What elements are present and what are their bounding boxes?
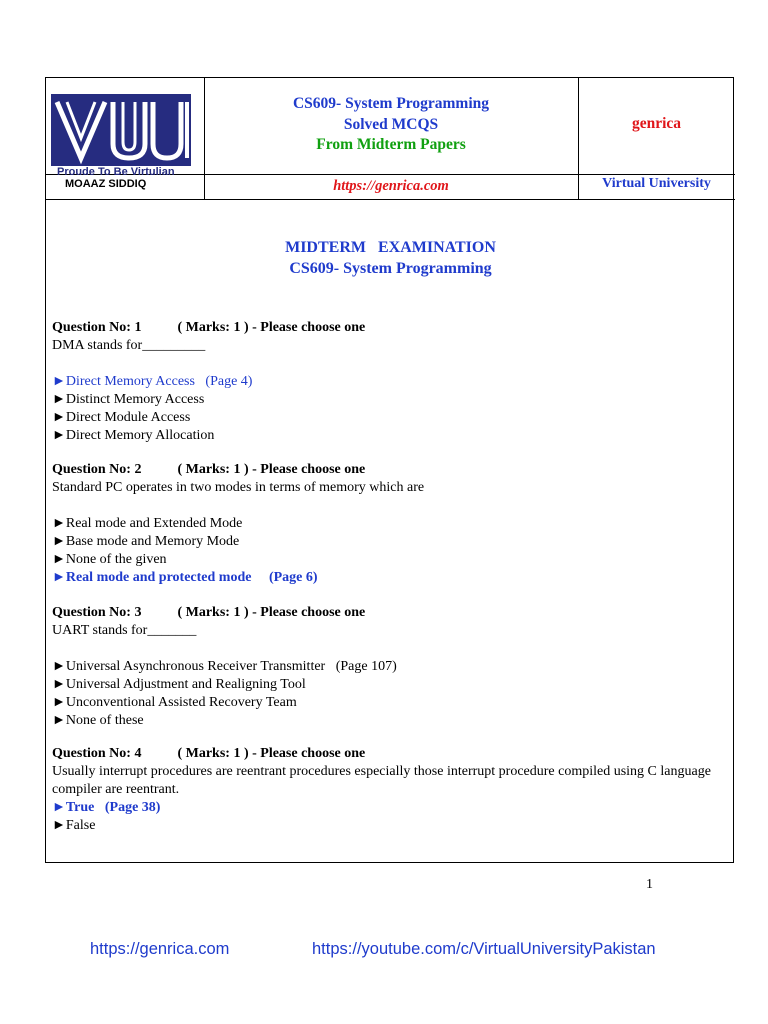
- question-marks: ( Marks: 1 ) - Please choose one: [177, 320, 366, 335]
- footer-youtube-link[interactable]: https://youtube.com/c/VirtualUniversityPakistan: [312, 940, 656, 958]
- question-2: [52, 461, 728, 587]
- option: ►Base mode and Memory Mode: [52, 534, 240, 549]
- question-number: Question No: 2: [52, 462, 142, 477]
- exam-title: MIDTERM EXAMINATION: [285, 239, 496, 256]
- exam-course: CS609- System Programming: [289, 260, 492, 277]
- question-number: Question No: 4: [52, 746, 142, 761]
- document-frame: [45, 77, 734, 863]
- option: ►None of these: [52, 713, 144, 728]
- logo-author: MOAAZ SIDDIQ: [65, 178, 147, 190]
- vu-logo: [46, 78, 204, 199]
- question-3: [52, 604, 728, 730]
- vu-logo-mark: [51, 94, 191, 166]
- header-bottom-border: [46, 199, 735, 200]
- document-title: [204, 94, 578, 156]
- question-header: [52, 604, 728, 622]
- question-header: [52, 319, 728, 337]
- brand-name: genrica: [631, 115, 682, 132]
- option: ►Unconventional Assisted Recovery Team: [52, 695, 297, 710]
- title-subtitle: Solved MCQS: [343, 115, 439, 133]
- question-1: [52, 319, 728, 445]
- question-text: Usually interrupt procedures are reentrant procedures especially those interrupt procedure compiled using C language compiler are reentrant.: [52, 764, 711, 797]
- question-number: Question No: 3: [52, 605, 142, 620]
- page-number: 1: [646, 877, 653, 892]
- question-marks: ( Marks: 1 ) - Please choose one: [177, 462, 366, 477]
- header-url-link[interactable]: https://genrica.com: [333, 178, 449, 194]
- footer-genrica-link[interactable]: https://genrica.com: [90, 940, 230, 958]
- option: ►Distinct Memory Access: [52, 392, 205, 407]
- option-correct: ►Direct Memory Access (Page 4): [52, 374, 253, 389]
- question-header: [52, 461, 728, 479]
- exam-heading: [46, 237, 735, 279]
- university-name: Virtual University: [602, 176, 711, 191]
- title-course: CS609- System Programming: [292, 95, 490, 112]
- option: ►Universal Adjustment and Realigning Tool: [52, 677, 306, 692]
- question-number: Question No: 1: [52, 320, 142, 335]
- option: ►Direct Memory Allocation: [52, 428, 215, 443]
- question-text: Standard PC operates in two modes in terms of memory which are: [52, 480, 425, 495]
- option-correct: ►Universal Asynchronous Receiver Transmitter (Page 107): [52, 659, 397, 674]
- question-text: UART stands for_______: [52, 623, 197, 638]
- option: ►Direct Module Access: [52, 410, 191, 425]
- option: ►Real mode and Extended Mode: [52, 516, 243, 531]
- option: ►None of the given: [52, 552, 167, 567]
- question-header: [52, 745, 728, 763]
- title-source: From Midterm Papers: [316, 136, 466, 153]
- question-4: [52, 745, 728, 835]
- question-marks: ( Marks: 1 ) - Please choose one: [177, 746, 366, 761]
- logo-slogan: Proude To Be Virtulian: [57, 166, 175, 178]
- option-correct: ►Real mode and protected mode (Page 6): [52, 570, 318, 585]
- question-text: DMA stands for_________: [52, 338, 206, 353]
- question-marks: ( Marks: 1 ) - Please choose one: [177, 605, 366, 620]
- option-correct: ►True (Page 38): [52, 800, 161, 815]
- option: ►False: [52, 818, 96, 833]
